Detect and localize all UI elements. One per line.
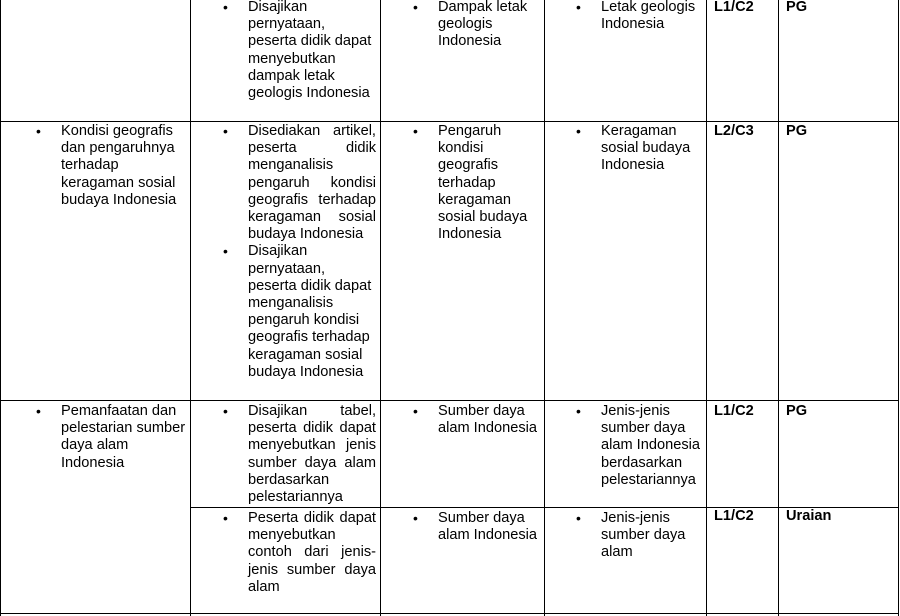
bentuk-soal-cell: PG [786,0,808,15]
list-item: • Pemanfaatan dan pelestarian sumber daya alam Indonesia [34,403,186,472]
list-item: • Sumber daya alam Indonesia [411,510,541,544]
column-divider [190,0,191,616]
list-item: • Pengaruh kondisi geografis terhadap keragaman sosial budaya Indonesia [411,123,541,243]
sub-materi-cell [574,0,704,33]
materi-cell [411,0,541,51]
bentuk-soal-cell: PG [786,403,808,419]
row-divider [0,400,899,401]
list-item: • Dampak letak geologis Indonesia [411,0,541,51]
list-item: • Jenis-jenis sumber daya alam [574,510,704,562]
indikator-cell [221,403,376,506]
indikator-cell [221,123,376,381]
column-divider [706,0,707,616]
column-divider [778,0,779,616]
indikator-cell [221,510,376,596]
level-cell: L2/C3 [714,123,754,139]
list-item: • Disediakan artikel, peserta didik menganalisis pengaruh kondisi geografis terhadap keragaman sosial budaya Indonesia [221,123,376,243]
sub-materi-cell [574,510,704,562]
indikator-cell [221,0,376,102]
list-item: • Letak geologis Indonesia [574,0,704,33]
sub-materi-cell [574,123,704,175]
column-divider [898,0,899,616]
level-cell: L1/C2 [714,403,754,419]
topik-cell [34,123,186,209]
list-item: • Disajikan pernyataan, peserta didik dapat menganalisis pengaruh kondisi geografis terhadap keragaman sosial budaya Indonesia [221,243,376,381]
list-item: • Jenis-jenis sumber daya alam Indonesia berdasarkan pelestariannya [574,403,704,489]
row-divider [0,121,899,122]
materi-cell [411,510,541,544]
list-item: • Disajikan pernyataan, peserta didik dapat menyebutkan dampak letak geologis Indonesia [221,0,376,102]
list-item: • Disajikan tabel, peserta didik dapat menyebutkan jenis sumber daya alam berdasarkan pelestariannya [221,403,376,506]
bentuk-soal-cell: PG [786,123,808,139]
list-item: • Sumber daya alam Indonesia [411,403,541,437]
level-cell: L1/C2 [714,508,754,524]
column-divider [380,0,381,616]
column-divider [544,0,545,616]
list-item: • Peserta didik dapat menyebutkan contoh dari jenis-jenis sumber daya alam [221,510,376,596]
materi-cell [411,403,541,437]
list-item: • Kondisi geografis dan pengaruhnya terhadap keragaman sosial budaya Indonesia [34,123,186,209]
bentuk-soal-cell: Uraian [786,508,832,524]
row-divider [0,613,899,614]
materi-cell [411,123,541,243]
list-item: • Keragaman sosial budaya Indonesia [574,123,704,175]
sub-materi-cell [574,403,704,489]
level-cell: L1/C2 [714,0,754,15]
column-divider [0,0,1,616]
topik-cell [34,403,186,472]
